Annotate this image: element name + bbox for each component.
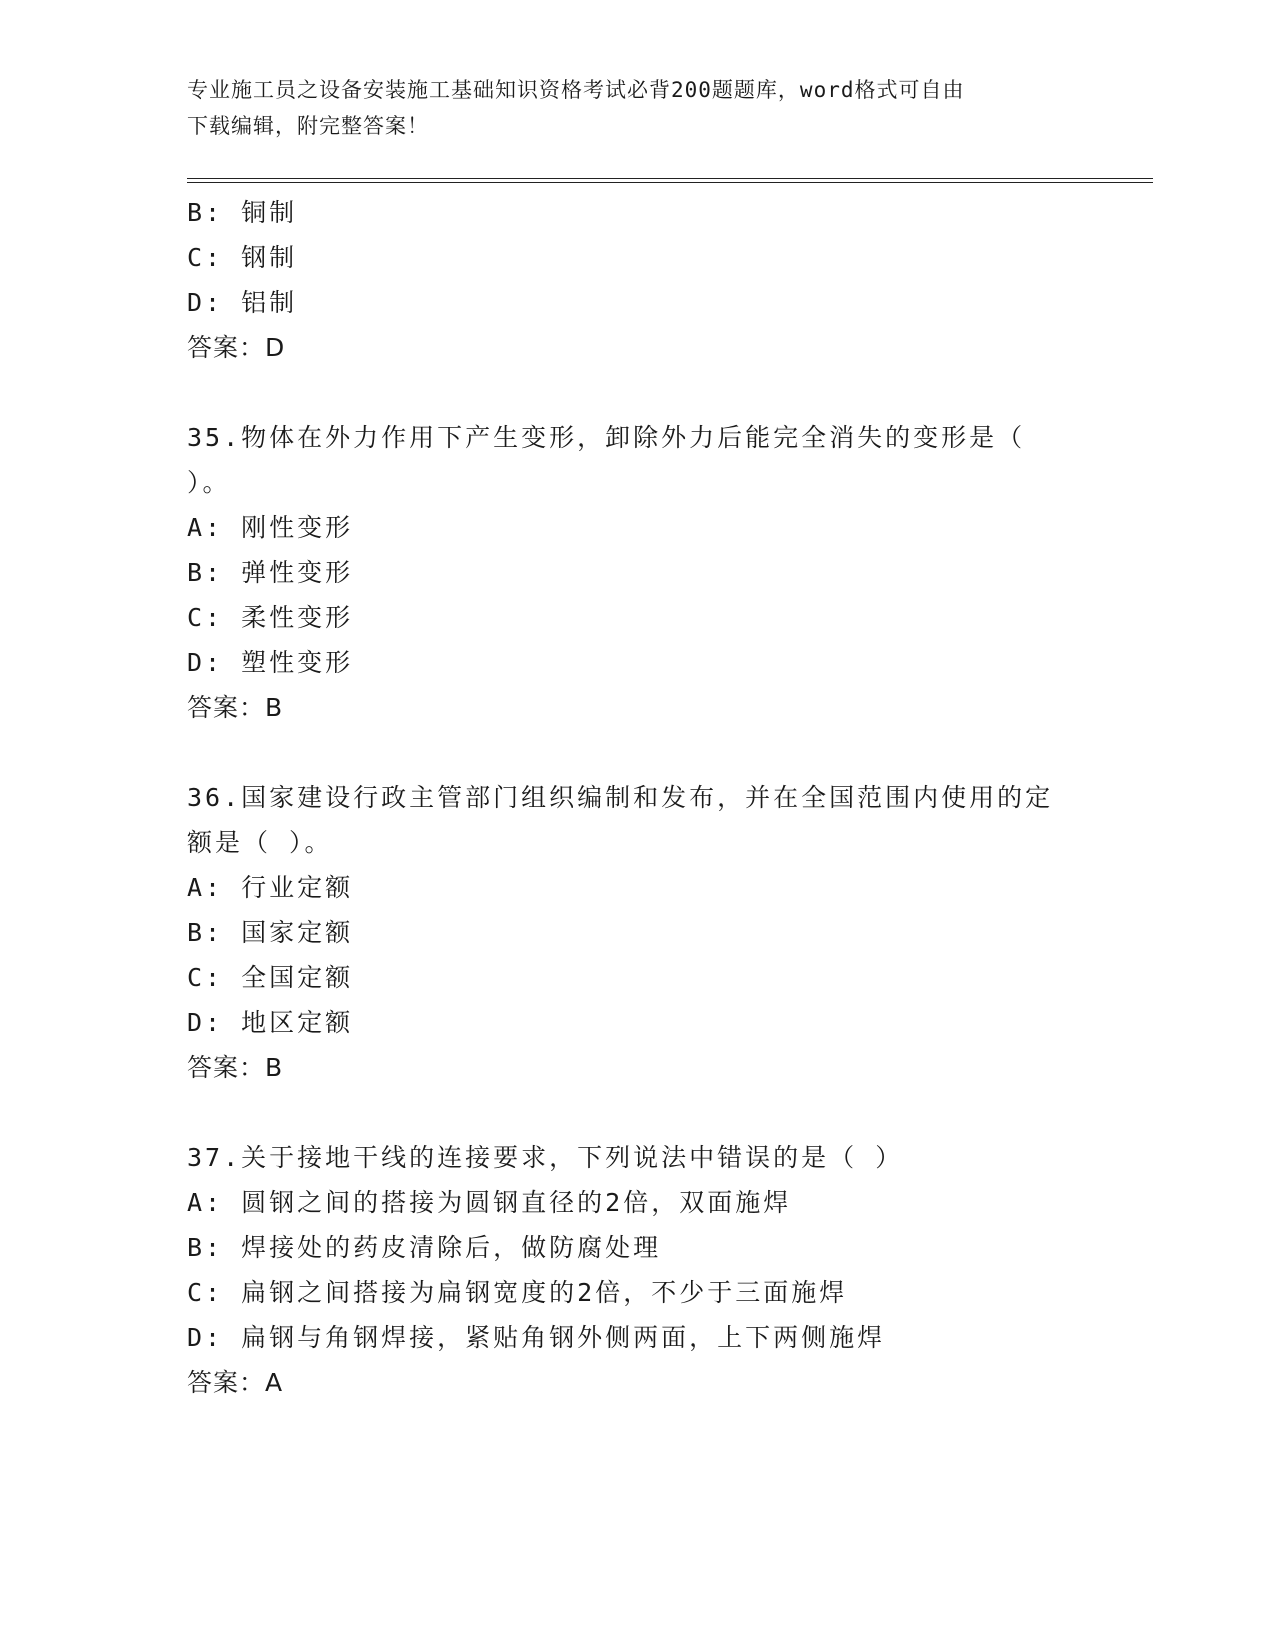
q34-answer: 答案：D: [187, 333, 286, 362]
document-header: [187, 72, 1087, 144]
q37-option-c: C: 扁钢之间搭接为扁钢宽度的2倍，不少于三面施焊: [187, 1278, 848, 1307]
q34-option-b: B: 铜制: [187, 198, 298, 227]
q35-stem-line-1: 35.物体在外力作用下产生变形，卸除外力后能完全消失的变形是（: [187, 423, 1026, 452]
q35-answer: 答案：B: [187, 693, 284, 722]
q35-option-d: D: 塑性变形: [187, 648, 354, 677]
q34-option-d: D: 铝制: [187, 288, 298, 317]
q36-stem-line-1: 36.国家建设行政主管部门组织编制和发布，并在全国范围内使用的定: [187, 783, 1054, 812]
q36-answer: 答案：B: [187, 1053, 284, 1082]
header-line-2: 下载编辑，附完整答案！: [187, 114, 429, 138]
header-divider-bottom: [187, 182, 1153, 183]
q37-option-a: A: 圆钢之间的搭接为圆钢直径的2倍，双面施焊: [187, 1188, 792, 1217]
q36-option-c: C: 全国定额: [187, 963, 354, 992]
q36-option-a: A: 行业定额: [187, 873, 354, 902]
q36-stem-line-2: 额是（ ）。: [187, 828, 333, 857]
q37-answer: 答案：A: [187, 1368, 284, 1397]
q35-option-b: B: 弹性变形: [187, 558, 354, 587]
q35-option-c: C: 柔性变形: [187, 603, 354, 632]
header-divider-top: [187, 178, 1153, 179]
header-line-1: 专业施工员之设备安装施工基础知识资格考试必背200题题库，word格式可自由: [187, 78, 965, 102]
q36-option-b: B: 国家定额: [187, 918, 354, 947]
q37-stem-line-1: 37.关于接地干线的连接要求，下列说法中错误的是（ ）: [187, 1143, 904, 1172]
q37-option-b: B: 焊接处的药皮清除后，做防腐处理: [187, 1233, 662, 1262]
q35-option-a: A: 刚性变形: [187, 513, 354, 542]
q36-option-d: D: 地区定额: [187, 1008, 354, 1037]
q34-option-c: C: 钢制: [187, 243, 298, 272]
q37-option-d: D: 扁钢与角钢焊接，紧贴角钢外侧两面，上下两侧施焊: [187, 1323, 886, 1352]
q35-stem-line-2: ）。: [187, 468, 231, 497]
